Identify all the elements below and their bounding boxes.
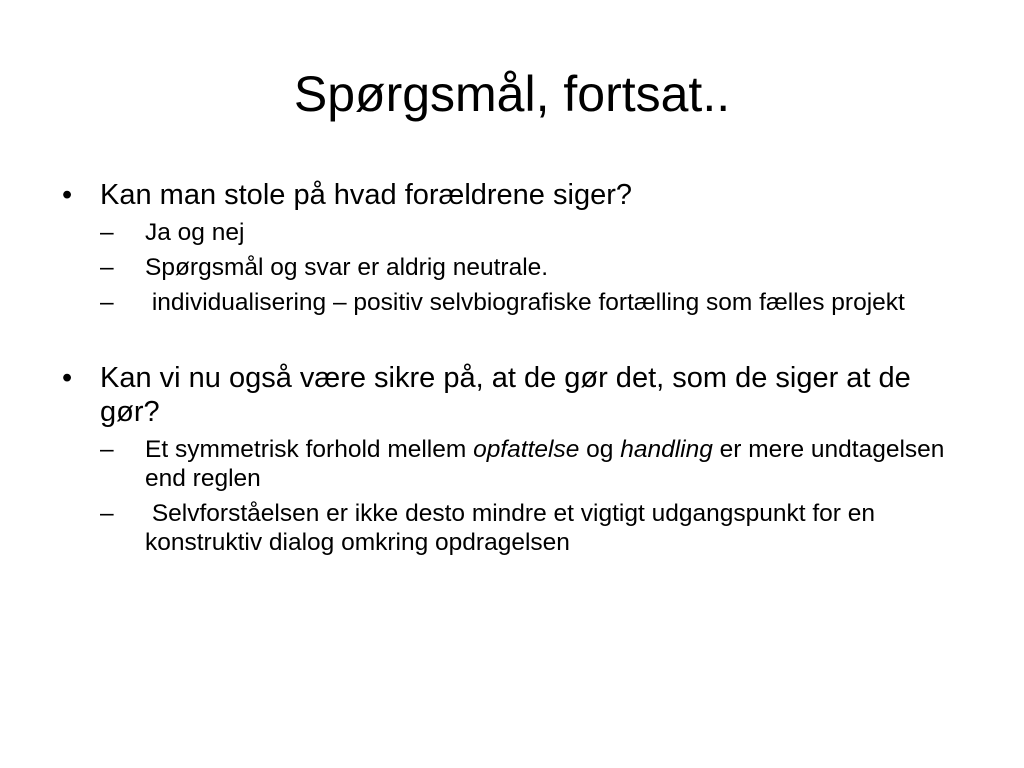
bullet-text: Kan vi nu også være sikre på, at de gør det, som de siger at de gør? <box>100 362 911 428</box>
bullet-icon: • <box>62 362 73 394</box>
bullet-item <box>62 178 962 212</box>
sub-text <box>145 436 944 492</box>
dash-icon: – <box>100 436 114 463</box>
sub-list <box>62 435 962 557</box>
sub-text-part: og <box>579 436 621 463</box>
sub-item <box>62 218 962 247</box>
sub-text-part: Et symmetrisk forhold mellem <box>145 436 474 463</box>
dash-icon: – <box>100 289 114 316</box>
dash-icon: – <box>100 219 114 246</box>
slide-title: Spørgsmål, fortsat.. <box>293 66 731 122</box>
sub-item <box>62 435 962 493</box>
bullet-text: Kan man stole på hvad forældrene siger? <box>100 179 632 211</box>
sub-text: Spørgsmål og svar er aldrig neutrale. <box>145 254 549 281</box>
sub-item <box>62 288 962 317</box>
sub-text-emphasis: opfattelse <box>473 436 580 463</box>
spacer <box>62 323 962 361</box>
sub-text: Ja og nej <box>145 219 245 246</box>
slide-body <box>62 178 962 563</box>
sub-text-part: er mere undtagelsen end reglen <box>145 436 945 492</box>
sub-item <box>62 499 962 557</box>
sub-text: individualisering – positiv selvbiografiske fortælling som fælles projekt <box>145 289 905 316</box>
sub-list <box>62 218 962 317</box>
sub-text: Selvforståelsen er ikke desto mindre et vigtigt udgangspunkt for en konstruktiv dialog omkring opdragelsen <box>145 500 882 556</box>
dash-icon: – <box>100 254 114 281</box>
bullet-icon: • <box>62 179 73 211</box>
sub-item <box>62 253 962 282</box>
sub-text-emphasis: handling <box>620 436 713 463</box>
dash-icon: – <box>100 500 114 527</box>
bullet-item <box>62 361 962 429</box>
